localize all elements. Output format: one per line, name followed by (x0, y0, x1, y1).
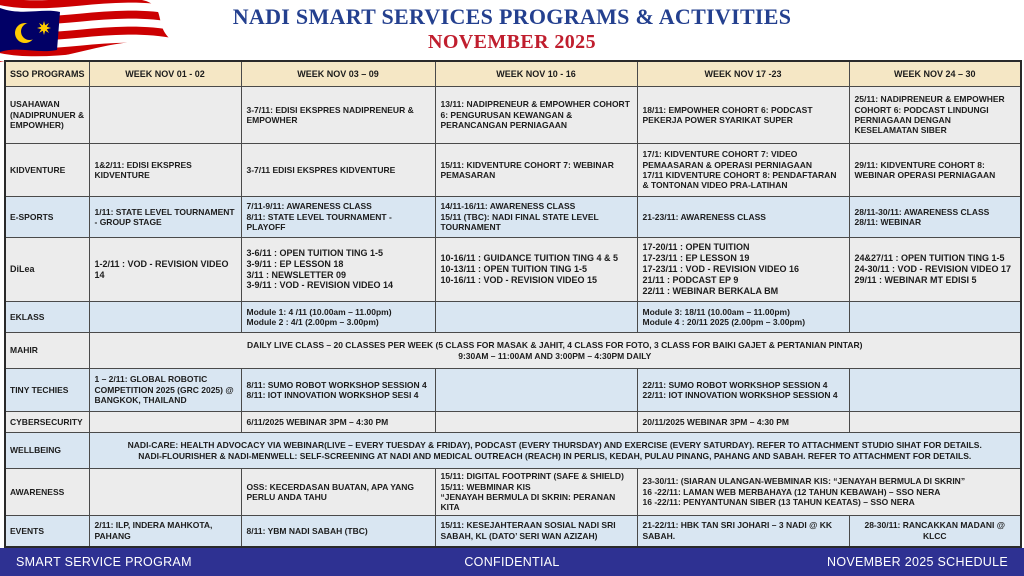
column-header: WEEK NOV 03 – 09 (241, 61, 435, 87)
schedule-cell: Module 3: 18/11 (10.00am – 11.00pm) Module 4 : 20/11 2025 (2.00pm – 3.00pm) (637, 302, 849, 333)
footer-program-name: SMART SERVICE PROGRAM (16, 555, 192, 569)
program-label: CYBERSECURITY (5, 412, 89, 433)
schedule-cell (89, 469, 241, 516)
schedule-cell: 28/11-30/11: AWARENESS CLASS 28/11: WEBINAR (849, 197, 1021, 238)
schedule-cell: 1/11: STATE LEVEL TOURNAMENT - GROUP STAGE (89, 197, 241, 238)
schedule-cell: 3-6/11 : OPEN TUITION TING 1-5 3-9/11 : EP LESSON 18 3/11 : NEWSLETTER 09 3-9/11 : VOD - REVISION VIDEO 14 (241, 238, 435, 302)
schedule-cell: 18/11: EMPOWHER COHORT 6: PODCAST PEKERJA POWER SYARIKAT SUPER (637, 87, 849, 144)
schedule-cell: OSS: KECERDASAN BUATAN, APA YANG PERLU ANDA TAHU (241, 469, 435, 516)
schedule-cell: DAILY LIVE CLASS – 20 CLASSES PER WEEK (5 CLASS FOR MASAK & JAHIT, 4 CLASS FOR FOTO, 3 CLASS FOR BAIKI GAJET & PERTANIAN PINTAR) 9:30AM – 11:00AM AND 3:00PM – 4:30PM DAILY (89, 333, 1021, 369)
program-label: WELLBEING (5, 433, 89, 469)
schedule-cell: 22/11: SUMO ROBOT WORKSHOP SESSION 4 22/11: IOT INNOVATION WORKSHOP SESSION 4 (637, 369, 849, 412)
schedule-cell: 28-30/11: RANCAKKAN MADANI @ KLCC (849, 516, 1021, 547)
program-label: E-SPORTS (5, 197, 89, 238)
schedule-cell: 17/1: KIDVENTURE COHORT 7: VIDEO PEMAASARAN & OPERASI PERNIAGAAN 17/11 KIDVENTURE COHORT 8: PENDAFTARAN & TONTONAN VIDEO PRA-LATIHAN (637, 144, 849, 197)
table-row (5, 333, 1021, 369)
schedule-cell: 15/11: DIGITAL FOOTPRINT (SAFE & SHIELD) 15/11: WEBMINAR KIS “JENAYAH BERMULA DI SKRIN: PERANAN KITA (435, 469, 637, 516)
column-header: WEEK NOV 24 – 30 (849, 61, 1021, 87)
table-header-row (5, 61, 1021, 87)
schedule-cell: 15/11: KESEJAHTERAAN SOSIAL NADI SRI SABAH, KL (DATO’ SERI WAN AZIZAH) (435, 516, 637, 547)
schedule-cell: 8/11: YBM NADI SABAH (TBC) (241, 516, 435, 547)
table-row (5, 433, 1021, 469)
table-row (5, 412, 1021, 433)
schedule-cell (435, 302, 637, 333)
schedule-cell (89, 302, 241, 333)
schedule-cell: Module 1: 4 /11 (10.00am – 11.00pm) Module 2 : 4/1 (2.00pm – 3.00pm) (241, 302, 435, 333)
schedule-cell: 8/11: SUMO ROBOT WORKSHOP SESSION 4 8/11: IOT INNOVATION WORKSHOP SESI 4 (241, 369, 435, 412)
schedule-cell: 1-2/11 : VOD - REVISION VIDEO 14 (89, 238, 241, 302)
column-header: WEEK NOV 17 -23 (637, 61, 849, 87)
schedule-cell (849, 302, 1021, 333)
schedule-cell: 3-7/11 EDISI EKSPRES KIDVENTURE (241, 144, 435, 197)
schedule-cell (849, 369, 1021, 412)
footer-schedule-label: NOVEMBER 2025 SCHEDULE (827, 555, 1008, 569)
column-header: SSO PROGRAMS (5, 61, 89, 87)
footer-bar (0, 548, 1024, 576)
table-row (5, 469, 1021, 516)
schedule-cell: 20/11/2025 WEBINAR 3PM – 4:30 PM (637, 412, 849, 433)
schedule-cell: 29/11: KIDVENTURE COHORT 8: WEBINAR OPERASI PERNIAGAAN (849, 144, 1021, 197)
program-label: EVENTS (5, 516, 89, 547)
schedule-cell (89, 87, 241, 144)
program-label: KIDVENTURE (5, 144, 89, 197)
schedule-cell (849, 412, 1021, 433)
table-row (5, 87, 1021, 144)
table-row (5, 238, 1021, 302)
schedule-cell: 14/11-16/11: AWARENESS CLASS 15/11 (TBC): NADI FINAL STATE LEVEL TOURNAMENT (435, 197, 637, 238)
schedule-cell (435, 369, 637, 412)
schedule-cell: 25/11: NADIPRENEUR & EMPOWHER COHORT 6: PODCAST LINDUNGI PERNIAGAAN DENGAN KESELAMATAN SIBER (849, 87, 1021, 144)
schedule-cell: 1 – 2/11: GLOBAL ROBOTIC COMPETITION 2025 (GRC 2025) @ BANGKOK, THAILAND (89, 369, 241, 412)
schedule-cell: 7/11-9/11: AWARENESS CLASS 8/11: STATE LEVEL TOURNAMENT - PLAYOFF (241, 197, 435, 238)
schedule-cell: 2/11: ILP, INDERA MAHKOTA, PAHANG (89, 516, 241, 547)
schedule-cell: 3-7/11: EDISI EKSPRES NADIPRENEUR & EMPOWHER (241, 87, 435, 144)
table-row (5, 516, 1021, 547)
schedule-cell: NADI-CARE: HEALTH ADVOCACY VIA WEBINAR(LIVE – EVERY TUESDAY & FRIDAY), PODCAST (EVERY THURSDAY) AND EXERCISE (EVERY SATURDAY). REFER TO ATTACHMENT STUDIO SIHAT FOR DETAILS. NADI-FLOURISHER & NADI-MENWELL: SELF-SCREENING AT NADI AND MEDICAL OUTREACH (REACH) IN PERLIS, KEDAH, PULAU PINANG, PAHANG AND SABAH. REFER TO ATTACHMENT FOR DETAILS. (89, 433, 1021, 469)
column-header: WEEK NOV 01 - 02 (89, 61, 241, 87)
schedule-cell: 17-20/11 : OPEN TUITION 17-23/11 : EP LESSON 19 17-23/11 : VOD - REVISION VIDEO 16 21/11 : PODCAST EP 9 22/11 : WEBINAR BERKALA BM (637, 238, 849, 302)
schedule-table (4, 60, 1022, 548)
schedule-cell: 10-16/11 : GUIDANCE TUITION TING 4 & 5 10-13/11 : OPEN TUITION TING 1-5 10-16/11 : VOD - REVISION VIDEO 15 (435, 238, 637, 302)
schedule-cell: 15/11: KIDVENTURE COHORT 7: WEBINAR PEMASARAN (435, 144, 637, 197)
page-title: NADI SMART SERVICES PROGRAMS & ACTIVITIES (232, 4, 792, 29)
table-row (5, 302, 1021, 333)
schedule-cell: 1&2/11: EDISI EKSPRES KIDVENTURE (89, 144, 241, 197)
program-label: USAHAWAN (NADIPRUNUER & EMPOWHER) (5, 87, 89, 144)
schedule-table-wrap (4, 60, 1022, 548)
schedule-cell (89, 412, 241, 433)
schedule-cell: 21-23/11: AWARENESS CLASS (637, 197, 849, 238)
table-row (5, 369, 1021, 412)
table-row (5, 144, 1021, 197)
schedule-cell: 21-22/11: HBK TAN SRI JOHARI – 3 NADI @ KK SABAH. (637, 516, 849, 547)
schedule-cell: 6/11/2025 WEBINAR 3PM – 4:30 PM (241, 412, 435, 433)
schedule-cell: 24&27/11 : OPEN TUITION TING 1-5 24-30/11 : VOD - REVISION VIDEO 17 29/11 : WEBINAR MT EDISI 5 (849, 238, 1021, 302)
program-label: MAHIR (5, 333, 89, 369)
schedule-cell (435, 412, 637, 433)
program-label: AWARENESS (5, 469, 89, 516)
program-label: EKLASS (5, 302, 89, 333)
column-header: WEEK NOV 10 - 16 (435, 61, 637, 87)
schedule-cell: 13/11: NADIPRENEUR & EMPOWHER COHORT 6: PENGURUSAN KEWANGAN & PERANCANGAN PERNIAGAAN (435, 87, 637, 144)
table-row (5, 197, 1021, 238)
program-label: DiLea (5, 238, 89, 302)
footer-confidential-label: CONFIDENTIAL (464, 555, 560, 569)
schedule-cell: 23-30/11: (SIARAN ULANGAN-WEBMINAR KIS: “JENAYAH BERMULA DI SKRIN” 16 -22/11: LAMAN WEB MERBAHAYA (12 TAHUN KEBAWAH) – SSO NERA 16 -22/11: PENYANTUNAN SIBER (13 TAHUN KEATAS) – SSO NERA (637, 469, 1021, 516)
page-subtitle: NOVEMBER 2025 (428, 31, 596, 53)
program-label: TINY TECHIES (5, 369, 89, 412)
